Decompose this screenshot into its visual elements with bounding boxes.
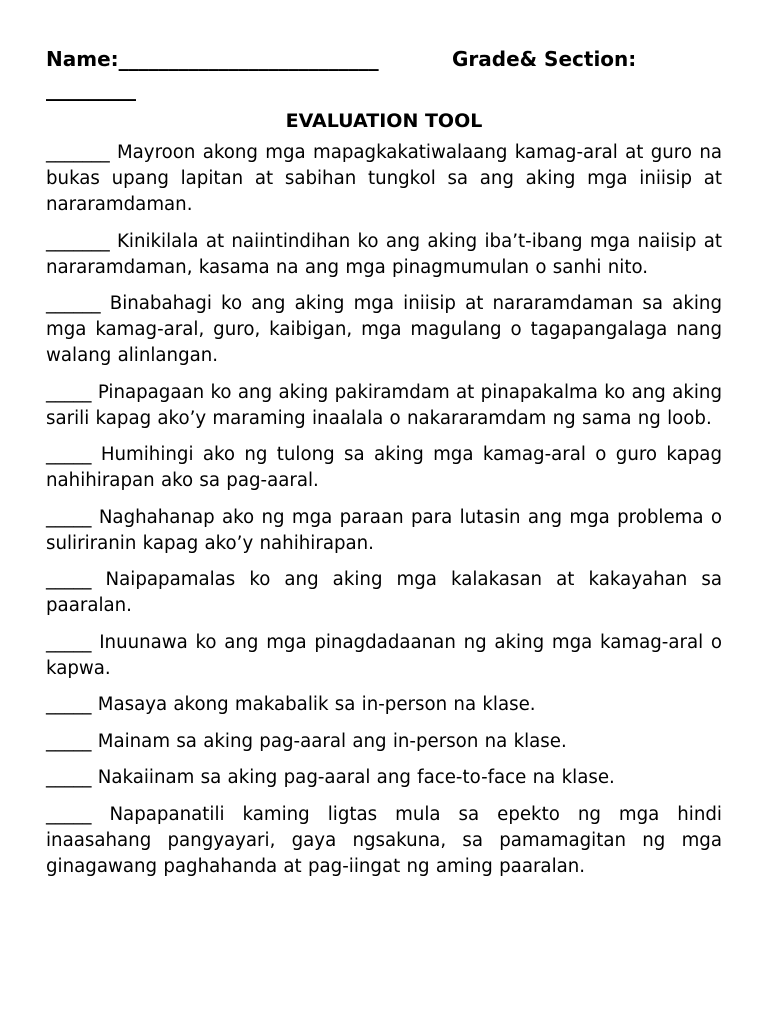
grade-section-label: Grade& Section: [452, 47, 637, 71]
answer-blank: ______ [46, 293, 101, 314]
evaluation-item [46, 692, 722, 718]
item-text: Masaya akong makabalik sa in-person na klase. [97, 694, 536, 715]
evaluation-item [46, 442, 722, 494]
answer-blank: _____ [46, 506, 92, 528]
answer-blank: _____ [46, 767, 92, 788]
evaluation-items [46, 140, 722, 880]
item-text: Mayroon akong mga mapagkakatiwalaang kamag-aral at guro na bukas upang lapitan at sabihan tungkol sa ang aking mga iniisip at nararamdaman. [46, 142, 722, 215]
evaluation-item [46, 380, 722, 432]
answer-blank: _____ [46, 569, 92, 590]
item-text: Pinapagaan ko ang aking pakiramdam at pinapakalma ko ang aking sarili kapag ako’y maraming inaalala o nakararamdam ng sama ng loob. [46, 381, 722, 429]
document-title: EVALUATION TOOL [285, 110, 483, 132]
evaluation-item [46, 765, 722, 791]
item-text: Kinikilala at naiintindihan ko ang aking iba’t-ibang mga naiisip at nararamdaman, kasama na ang mga pinagmumulan o sanhi nito. [46, 230, 722, 278]
evaluation-item [46, 291, 722, 369]
evaluation-item [46, 567, 722, 619]
evaluation-item [46, 140, 722, 218]
evaluation-item [46, 229, 722, 281]
item-text: Binabahagi ko ang aking mga iniisip at nararamdaman sa aking mga kamag-aral, guro, kaibigan, mga magulang o tagapangalaga nang walang alinlangan. [46, 293, 722, 366]
answer-blank: _______ [46, 142, 110, 163]
grade-section-blank: _________ [46, 77, 136, 101]
item-text: Naipapamalas ko ang aking mga kalakasan at kakayahan sa paaralan. [46, 569, 722, 616]
answer-blank: _____ [46, 631, 92, 653]
document-header [46, 44, 722, 104]
evaluation-item [46, 505, 722, 557]
item-text: Napapanatili kaming ligtas mula sa epekto ng mga hindi inaasahang pangyayari, gaya ngsakuna, sa pamamagitan ng mga ginagawang paghahanda at pag-iingat ng aming paaralan. [46, 803, 722, 877]
evaluation-item [46, 802, 722, 880]
evaluation-item [46, 729, 722, 755]
answer-blank: _______ [46, 230, 110, 252]
item-text: Naghahanap ako ng mga paraan para lutasin ang mga problema o suliriranin kapag ako’y nahihirapan. [46, 506, 722, 554]
answer-blank: _____ [46, 444, 92, 465]
answer-blank: _____ [46, 730, 92, 752]
answer-blank: _____ [46, 694, 92, 715]
item-text: Nakaiinam sa aking pag-aaral ang face-to-face na klase. [97, 767, 615, 788]
name-field-label: Name:__________________________ [46, 47, 379, 71]
item-text: Inuunawa ko ang mga pinagdadaanan ng aking mga kamag-aral o kapwa. [46, 631, 722, 679]
evaluation-item [46, 630, 722, 682]
answer-blank: _____ [46, 803, 92, 825]
answer-blank: _____ [46, 381, 92, 403]
item-text: Mainam sa aking pag-aaral ang in-person na klase. [97, 730, 567, 752]
item-text: Humihingi ako ng tulong sa aking mga kamag-aral o guro kapag nahihirapan ako sa pag-aaral. [46, 444, 722, 491]
